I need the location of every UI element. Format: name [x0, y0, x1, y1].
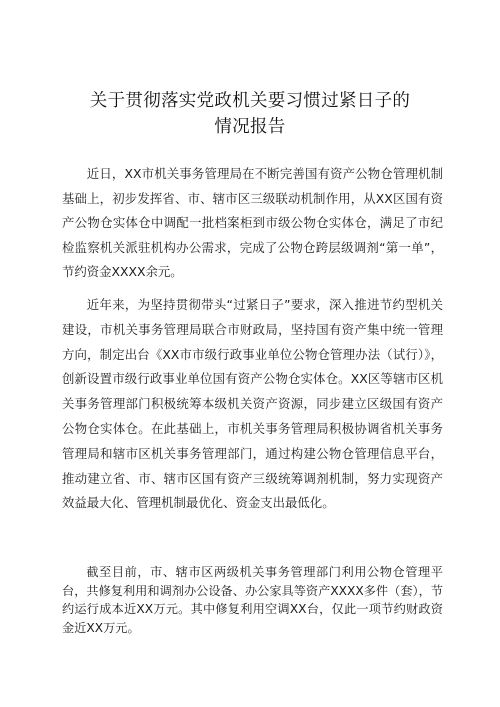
report-title-line-2: 情况报告 [214, 117, 286, 137]
report-title-line-1: 关于贯彻落实党政机关要习惯过紧日子的 [89, 91, 411, 111]
paragraph-3: 截至目前，市、辖市区两级机关事务管理部门利用公物仓管理平台，共修复利用和调剂办公设备、办公家具等资产XXXX多件（套），节约运行成本近XX万元。其中修复利用空调XX台，仅此一项节约财政资金近XX万元。 [62, 565, 443, 635]
paragraph-1: 近日，XX市机关事务管理局在不断完善国有资产公物仓管理机制基础上，初步发挥省、市、辖市区三级联动机制作用，从XX区国有资产公物仓实体仓中调配一批档案柜到市级公物仓实体仓，满足了市纪检监察机关派驻机构办公需求，完成了公物仓跨层级调剂“第一单”，节约资金XXXX余元。 [62, 166, 443, 279]
paragraph-2: 近年来，为坚持贯彻带头“过紧日子”要求，深入推进节约型机关建设，市机关事务管理局联合市财政局，坚持国有资产集中统一管理方向，制定出台《XX市市级行政事业单位公物仓管理办法（试行）》，创新设置市级行政事业单位国有资产公物仓实体仓。XX区等辖市区机关事务管理部门积极统筹本级机关资产资源，同步建立区级国有资产公物仓实体仓。在此基础上，市机关事务管理局积极协调省机关事务管理局和辖市区机关事务管理部门，通过构建公物仓管理信息平台，推动建立省、市、辖市区国有资产三级统筹调剂机制，努力实现资产效益最大化、管理机制最优化、资金支出最低化。 [62, 297, 443, 511]
